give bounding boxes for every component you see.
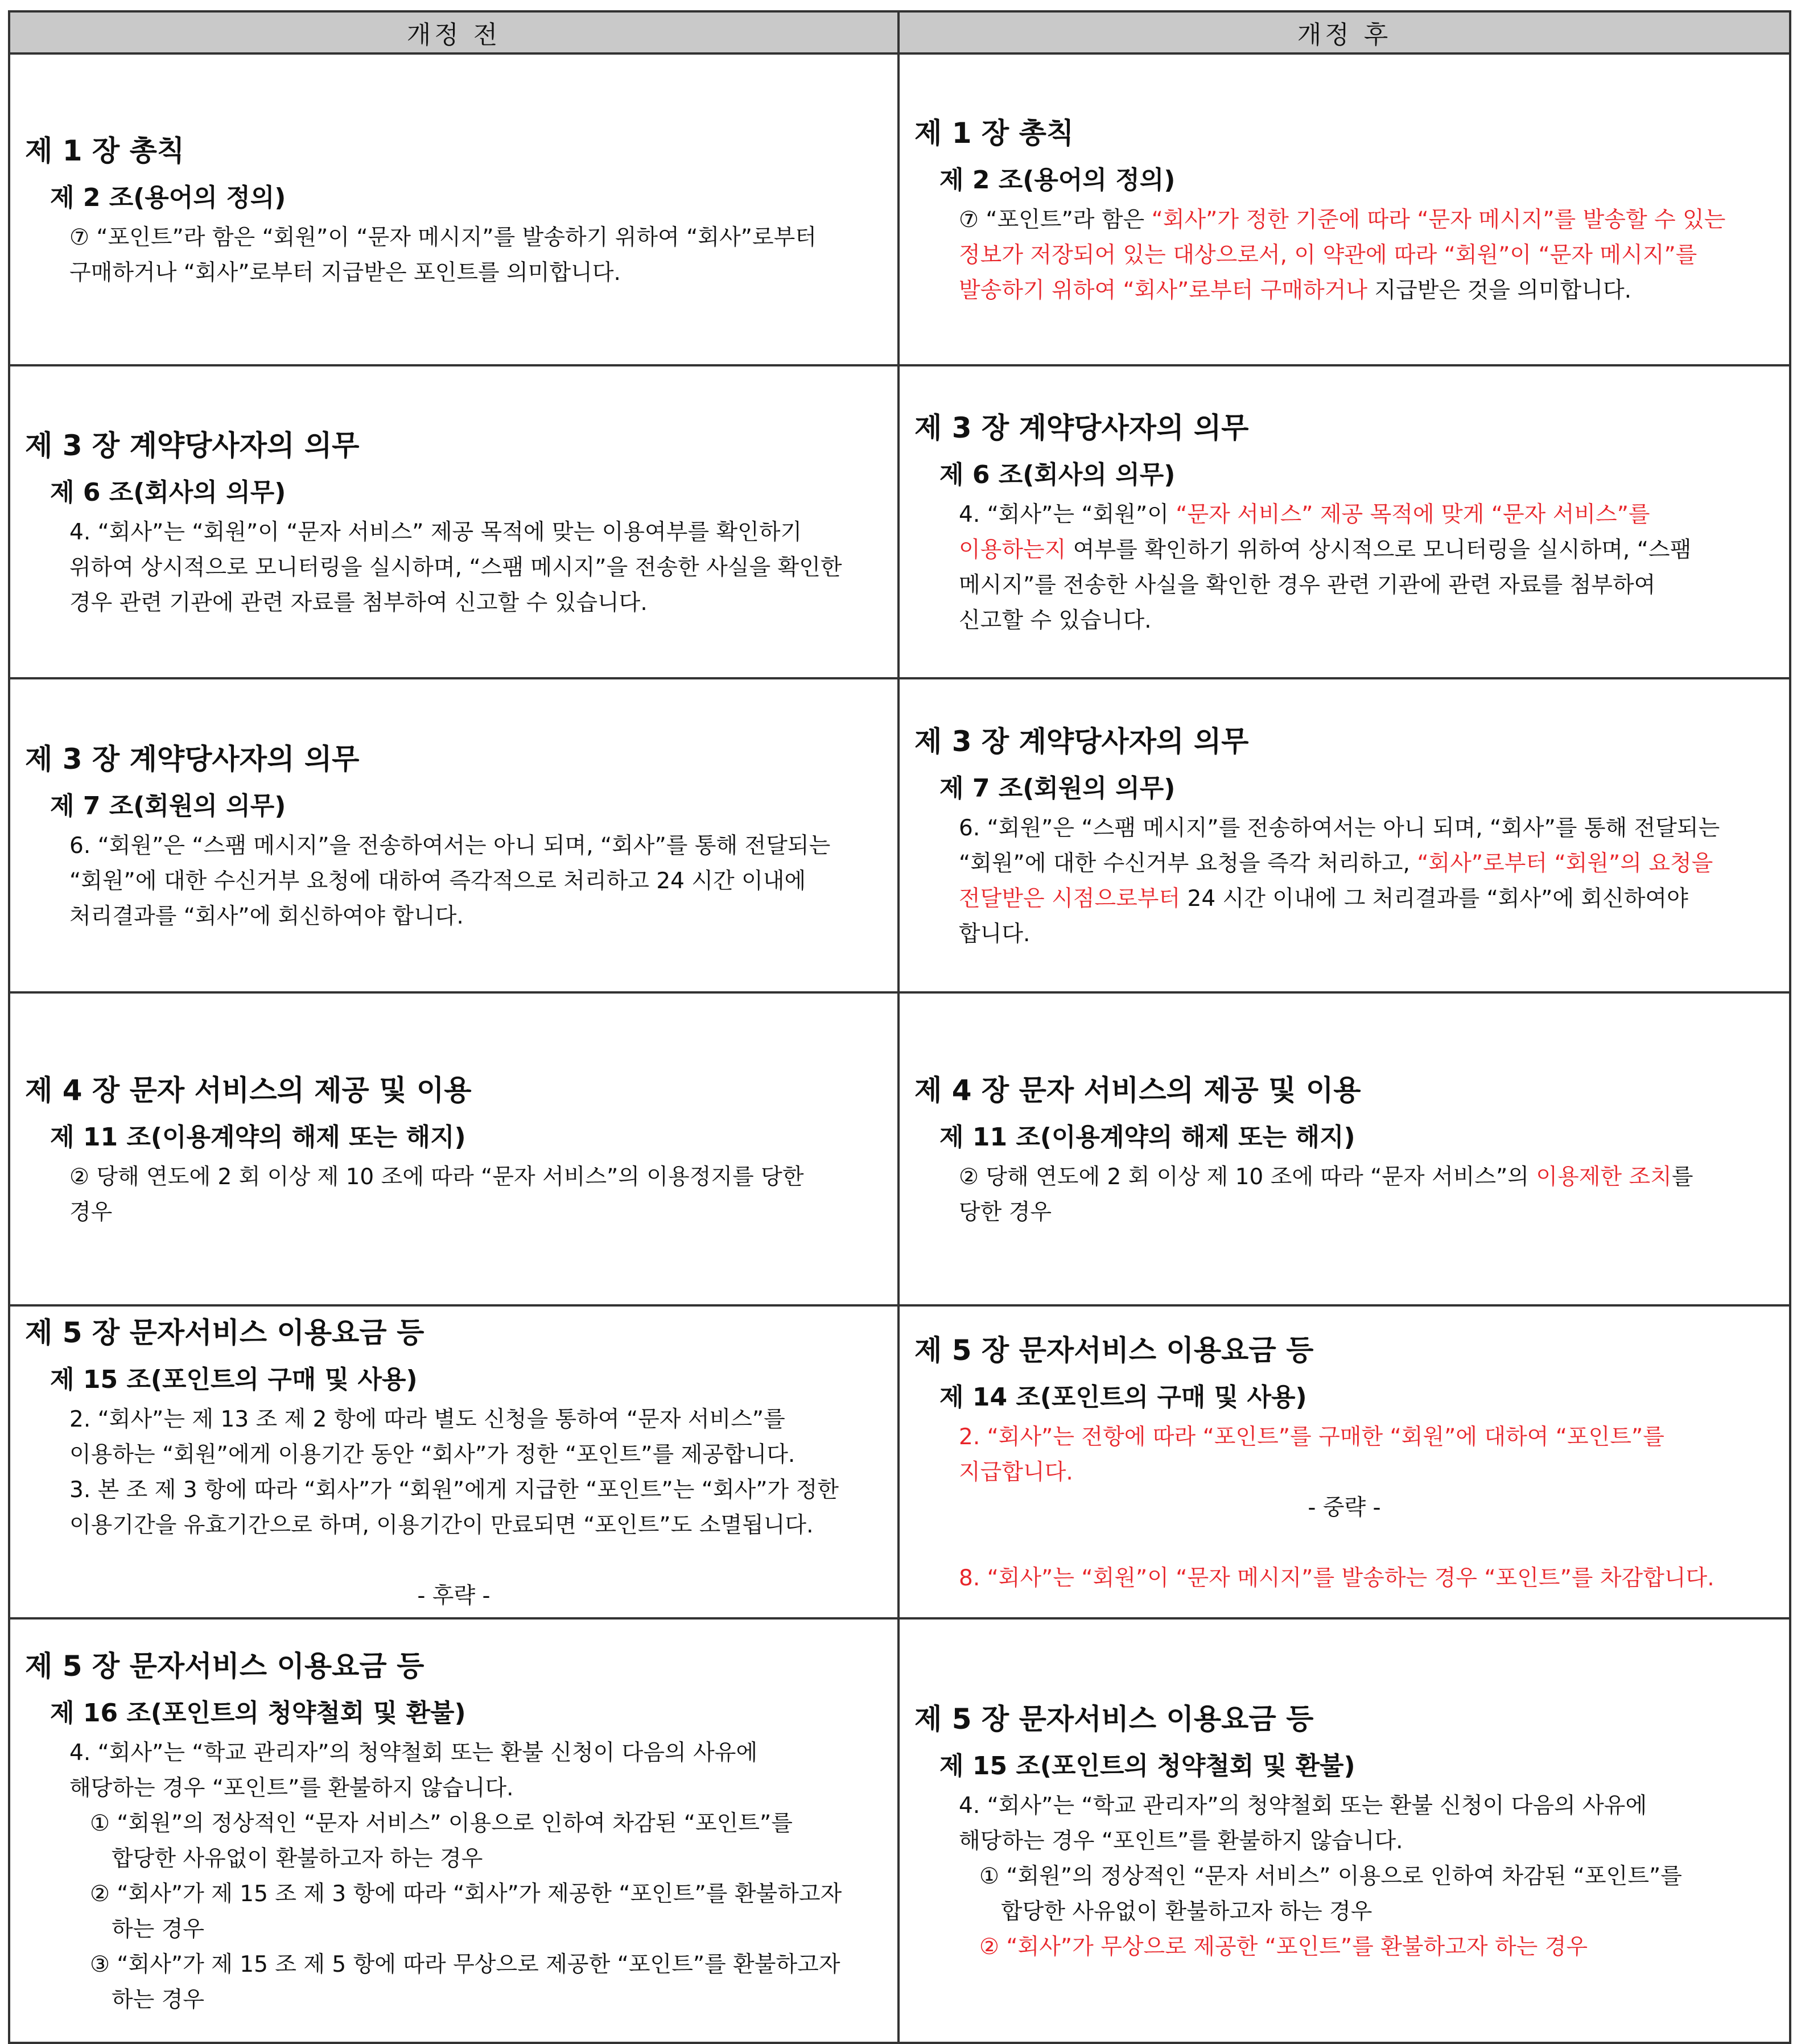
chapter-title: 제 5 장 문자서비스 이용요금 등 xyxy=(25,1316,424,1349)
article-title: 제 6 조(회사의 의무) xyxy=(50,478,286,507)
changed-text: “회사”로부터 “회원”의 요청을 xyxy=(1417,851,1713,876)
changed-text: 8. “회사”는 “회원”이 “문자 메시지”를 발송하는 경우 “포인트”를 차감합니다. xyxy=(959,1565,1714,1591)
clause-text: 4. “회사”는 “회원”이 “문자 서비스” 제공 목적에 맞게 “문자 서비스”를 이용하는지 여부를 확인하기 위하여 상시적으로 모니터링을 실시하며, “스팸 메시지”를 전송한 사실을 확인한 경우 관련 기관에 관련 자료를 첨부하여 신고할 수 있습니다. xyxy=(959,502,1692,633)
changed-text: “문자 서비스” 제공 목적에 맞게 “문자 서비스”를 xyxy=(1176,502,1650,528)
changed-text: 2. “회사”는 전항에 따라 “포인트”를 구매한 “회원”에 대하여 “포인트”를 xyxy=(959,1424,1664,1450)
article-title: 제 6 조(회사의 의무) xyxy=(939,460,1176,489)
chapter-title: 제 5 장 문자서비스 이용요금 등 xyxy=(25,1650,424,1683)
changed-text: 이용제한 조치 xyxy=(1536,1164,1672,1190)
chapter-title: 제 5 장 문자서비스 이용요금 등 xyxy=(914,1703,1314,1736)
article-title: 제 16 조(포인트의 청약철회 및 환불) xyxy=(50,1699,466,1728)
changed-text: 정보가 저장되어 있는 대상으로서, 이 약관에 따라 “회원”이 “문자 메시지”를 xyxy=(959,242,1697,268)
header-row xyxy=(9,11,1790,53)
article-title: 제 7 조(회원의 의무) xyxy=(939,774,1176,803)
clause-text: 4. “회사”는 “학교 관리자”의 청약철회 또는 환불 신청이 다음의 사유에 해당하는 경우 “포인트”를 환불하지 않습니다. ① “회원”의 정상적인 “문자 서비스” 이용으로 인하여 차감된 “포인트”를 합당한 사유없이 환불하고자 하는 경우 ② “회사”가 제 15 조 제 3 항에 따라 “회사”가 제공한 “포인트”를 환불하고자 하는 경우 ③ “회사”가 제 15 조 제 5 항에 따라 무상으로 제공한 “포인트”를 환불하고자 하는 경우 xyxy=(69,1740,842,2013)
clause-text xyxy=(959,1420,1774,1490)
amendment-comparison-table xyxy=(8,10,1791,2044)
table-row xyxy=(9,1305,1790,1618)
before-cell xyxy=(9,1305,898,1618)
omission-note: - 중략 - xyxy=(1308,1495,1381,1520)
changed-text: 지급합니다. xyxy=(959,1460,1073,1485)
before-cell xyxy=(9,1618,898,2043)
table-row xyxy=(9,678,1790,992)
clause-text: ⑦ “포인트”라 함은 “회사”가 정한 기준에 따라 “문자 메시지”를 발송할 수 있는 정보가 저장되어 있는 대상으로서, 이 약관에 따라 “회원”이 “문자 메시지”를 발송하기 위하여 “회사”로부터 구매하거나 지급받은 것을 의미합니다. xyxy=(959,203,1774,308)
before-cell xyxy=(9,992,898,1305)
table-row xyxy=(9,1618,1790,2043)
changed-text: 발송하기 위하여 “회사”로부터 구매하거나 xyxy=(959,278,1368,303)
article-title: 제 11 조(이용계약의 해제 또는 해지) xyxy=(50,1123,466,1152)
article-title: 제 11 조(이용계약의 해제 또는 해지) xyxy=(939,1123,1355,1152)
clause-text: 4. “회사”는 “회원”이 “문자 서비스” 제공 목적에 맞는 이용여부를 확인하기 위하여 상시적으로 모니터링을 실시하며, “스팸 메시지”을 전송한 사실을 확인한 경우 관련 기관에 관련 자료를 첨부하여 신고할 수 있습니다. xyxy=(69,520,842,616)
table-row xyxy=(9,992,1790,1305)
chapter-title: 제 4 장 문자 서비스의 제공 및 이용 xyxy=(914,1074,1361,1107)
article-title: 제 15 조(포인트의 청약철회 및 환불) xyxy=(939,1752,1355,1781)
changed-text: 전달받은 시점으로부터 xyxy=(959,886,1181,912)
article-title: 제 15 조(포인트의 구매 및 사용) xyxy=(50,1365,418,1394)
before-cell xyxy=(9,53,898,365)
clause-text: ② 당해 연도에 2 회 이상 제 10 조에 따라 “문자 서비스”의 이용제한 조치를 당한 경우 xyxy=(959,1164,1693,1225)
clause-text: 6. “회원”은 “스팸 메시지”를 전송하여서는 아니 되며, “회사”를 통해 전달되는 “회원”에 대한 수신거부 요청을 즉각 처리하고, “회사”로부터 “회원”의 요청을 전달받은 시점으로부터 24 시간 이내에 그 처리결과를 “회사”에 회신하여야 합니다. xyxy=(959,815,1720,947)
article-title: 제 2 조(용어의 정의) xyxy=(939,166,1176,195)
after-cell xyxy=(898,365,1790,678)
article-title: 제 14 조(포인트의 구매 및 사용) xyxy=(939,1383,1307,1412)
chapter-title: 제 3 장 계약당사자의 의무 xyxy=(25,743,360,776)
chapter-title: 제 4 장 문자 서비스의 제공 및 이용 xyxy=(25,1074,472,1107)
article-title: 제 2 조(용어의 정의) xyxy=(50,183,286,212)
clause-text xyxy=(959,1561,1774,1596)
after-cell xyxy=(898,992,1790,1305)
chapter-title: 제 1 장 총칙 xyxy=(914,117,1074,150)
after-cell xyxy=(898,1305,1790,1618)
changed-text: 이용하는지 xyxy=(959,537,1066,563)
changed-text: “회사”가 정한 기준에 따라 “문자 메시지”를 발송할 수 있는 xyxy=(1151,207,1726,233)
after-cell xyxy=(898,53,1790,365)
before-cell xyxy=(9,678,898,992)
chapter-title: 제 3 장 계약당사자의 의무 xyxy=(914,411,1249,444)
clause-text: ② 당해 연도에 2 회 이상 제 10 조에 따라 “문자 서비스”의 이용정지를 당한 경우 xyxy=(69,1164,804,1225)
header-after: 개정 후 xyxy=(898,11,1790,53)
clause-text: 4. “회사”는 “학교 관리자”의 청약철회 또는 환불 신청이 다음의 사유에 해당하는 경우 “포인트”를 환불하지 않습니다. ① “회원”의 정상적인 “문자 서비스” 이용으로 인하여 차감된 “포인트”를 합당한 사유없이 환불하고자 하는 경우 ② “회사”가 무상으로 제공한 “포인트”를 환불하고자 하는 경우 xyxy=(959,1788,1774,1965)
clause-text: 6. “회원”은 “스팸 메시지”을 전송하여서는 아니 되며, “회사”를 통해 전달되는 “회원”에 대한 수신거부 요청에 대하여 즉각적으로 처리하고 24 시간 이내에 처리결과를 “회사”에 회신하여야 합니다. xyxy=(69,833,831,929)
table-row xyxy=(9,53,1790,365)
table-row xyxy=(9,365,1790,678)
article-title: 제 7 조(회원의 의무) xyxy=(50,792,286,821)
after-cell xyxy=(898,1618,1790,2043)
changed-text: ② “회사”가 무상으로 제공한 “포인트”를 환불하고자 하는 경우 xyxy=(979,1934,1588,1960)
chapter-title: 제 5 장 문자서비스 이용요금 등 xyxy=(914,1334,1314,1367)
clause-text: 2. “회사”는 제 13 조 제 2 항에 따라 별도 신청을 통하여 “문자 서비스”를 이용하는 “회원”에게 이용기간 동안 “회사”가 정한 “포인트”를 제공합니다. 3. 본 조 제 3 항에 따라 “회사”가 “회원”에게 지급한 “포인트”는 “회사”가 정한 이용기간을 유효기간으로 하며, 이용기간이 만료되면 “포인트”도 소멸됩니다. xyxy=(69,1407,839,1538)
chapter-title: 제 3 장 계약당사자의 의무 xyxy=(25,429,360,462)
chapter-title: 제 3 장 계약당사자의 의무 xyxy=(914,725,1249,758)
omission-note: - 후략 - xyxy=(417,1583,491,1609)
before-cell xyxy=(9,365,898,678)
clause-text: ⑦ “포인트”라 함은 “회원”이 “문자 메시지”를 발송하기 위하여 “회사”로부터 구매하거나 “회사”로부터 지급받은 포인트를 의미합니다. xyxy=(69,225,817,286)
after-cell xyxy=(898,678,1790,992)
chapter-title: 제 1 장 총칙 xyxy=(25,134,185,167)
header-before: 개정 전 xyxy=(9,11,898,53)
